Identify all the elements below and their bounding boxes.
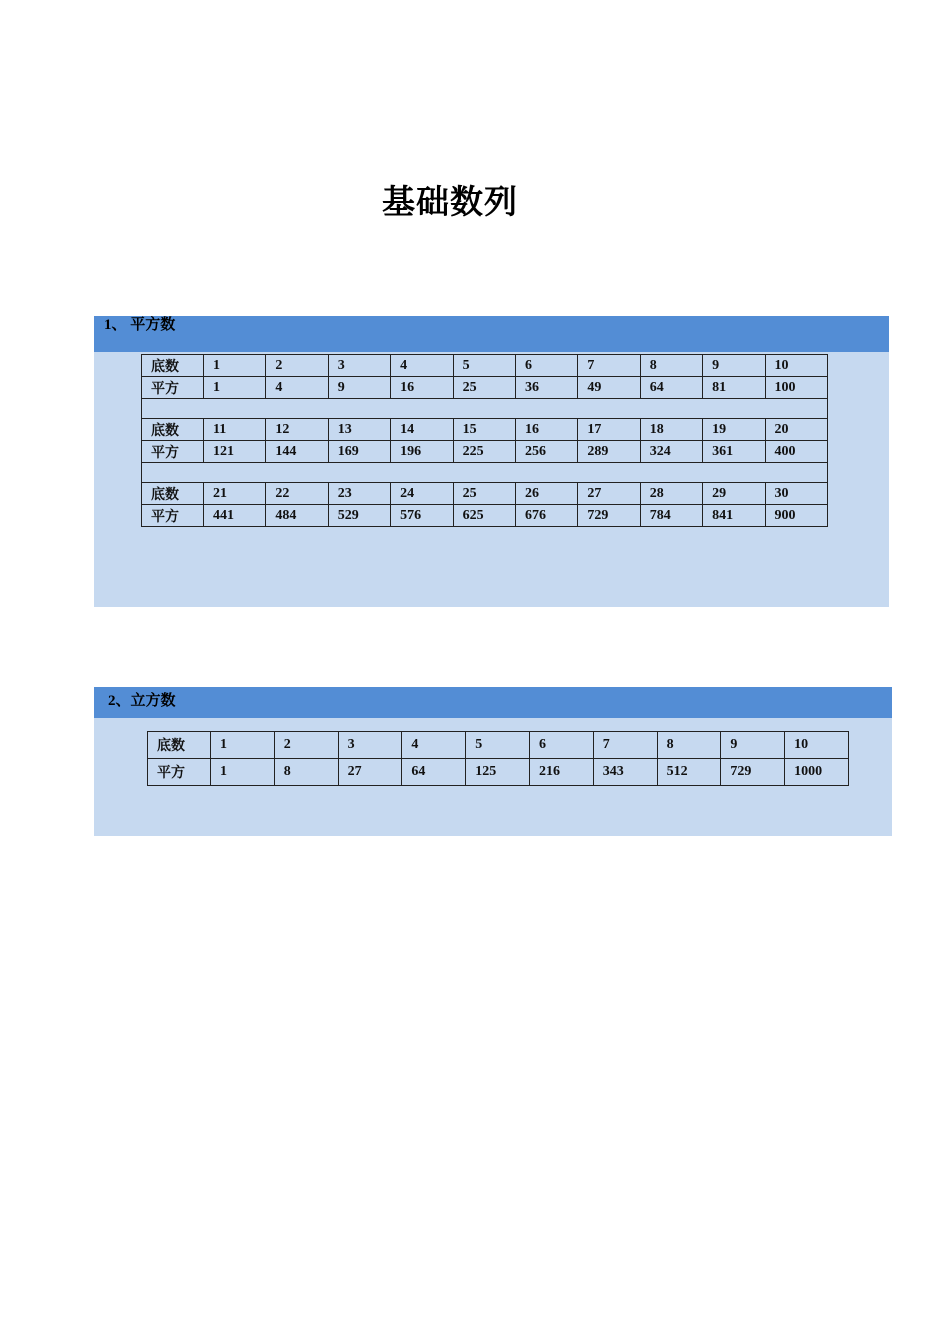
- table-cell: 361: [703, 441, 765, 463]
- table-cell: 9: [721, 732, 785, 759]
- table-cell: 4: [402, 732, 466, 759]
- table-cell: 27: [578, 483, 640, 505]
- table-cell: 20: [765, 419, 827, 441]
- row-label: 底数: [142, 355, 204, 377]
- table-cell: 9: [703, 355, 765, 377]
- table-cell: 19: [703, 419, 765, 441]
- table-cell: 18: [640, 419, 702, 441]
- table-cell: 784: [640, 505, 702, 527]
- table-cell: 13: [328, 419, 390, 441]
- table-cell: 22: [266, 483, 328, 505]
- table-cell: 12: [266, 419, 328, 441]
- table-cell: 5: [453, 355, 515, 377]
- row-label: 平方: [142, 505, 204, 527]
- table-cell: 21: [204, 483, 266, 505]
- table-cell: 30: [765, 483, 827, 505]
- table-cell: 6: [515, 355, 577, 377]
- table-cell: 8: [657, 732, 721, 759]
- table-cell: 729: [578, 505, 640, 527]
- table-cell: 289: [578, 441, 640, 463]
- table-cell: 2: [274, 732, 338, 759]
- table-cell: 29: [703, 483, 765, 505]
- row-label: 平方: [142, 441, 204, 463]
- page-title: 基础数列: [382, 182, 518, 221]
- base-row: [148, 732, 849, 759]
- table-cell: 196: [391, 441, 453, 463]
- table-cell: 1: [204, 355, 266, 377]
- table-cell: 36: [515, 377, 577, 399]
- table-cell: 7: [593, 732, 657, 759]
- base-row: [142, 483, 828, 505]
- table-cell: 8: [274, 759, 338, 786]
- table-cell: 3: [338, 732, 402, 759]
- table-cell: 100: [765, 377, 827, 399]
- section-square-numbers: [94, 316, 889, 607]
- base-row: [142, 355, 828, 377]
- table-cell: 27: [338, 759, 402, 786]
- table-cell: 10: [765, 355, 827, 377]
- base-row: [142, 419, 828, 441]
- table-cell: 25: [453, 377, 515, 399]
- table-cell: 5: [466, 732, 530, 759]
- table-cell: 1: [204, 377, 266, 399]
- table-spacer-row: [142, 463, 828, 483]
- table-cell: 10: [785, 732, 849, 759]
- table-cell: 625: [453, 505, 515, 527]
- table-cell: 16: [391, 377, 453, 399]
- table-cell: 15: [453, 419, 515, 441]
- power-row: [142, 377, 828, 399]
- spacer-cell: [142, 399, 828, 419]
- table-cell: 4: [266, 377, 328, 399]
- table-cell: 576: [391, 505, 453, 527]
- section-header: 2、立方数: [94, 687, 892, 718]
- table-cell: 400: [765, 441, 827, 463]
- table-cell: 841: [703, 505, 765, 527]
- table-cell: 26: [515, 483, 577, 505]
- table-cell: 676: [515, 505, 577, 527]
- section-cube-numbers: [94, 687, 892, 836]
- table-cell: 144: [266, 441, 328, 463]
- table-cell: 64: [402, 759, 466, 786]
- table-cell: 6: [529, 732, 593, 759]
- table-cell: 16: [515, 419, 577, 441]
- spacer-cell: [142, 463, 828, 483]
- row-label: 平方: [148, 759, 211, 786]
- power-row: [142, 441, 828, 463]
- table-cell: 512: [657, 759, 721, 786]
- row-label: 底数: [142, 483, 204, 505]
- table-cell: 729: [721, 759, 785, 786]
- table-spacer-row: [142, 399, 828, 419]
- table-cell: 3: [328, 355, 390, 377]
- table-cell: 2: [266, 355, 328, 377]
- table-cell: 484: [266, 505, 328, 527]
- table-cell: 900: [765, 505, 827, 527]
- table-cell: 225: [453, 441, 515, 463]
- table-cell: 9: [328, 377, 390, 399]
- table-cell: 216: [529, 759, 593, 786]
- table-cell: 529: [328, 505, 390, 527]
- table-cell: 23: [328, 483, 390, 505]
- table-cell: 7: [578, 355, 640, 377]
- table-cell: 64: [640, 377, 702, 399]
- table-cell: 11: [204, 419, 266, 441]
- row-label: 平方: [142, 377, 204, 399]
- table-cell: 1: [211, 732, 275, 759]
- table-cell: 324: [640, 441, 702, 463]
- table-cell: 49: [578, 377, 640, 399]
- table-cell: 441: [204, 505, 266, 527]
- table-cell: 81: [703, 377, 765, 399]
- table-cell: 4: [391, 355, 453, 377]
- table-cell: 28: [640, 483, 702, 505]
- section-header: 1、 平方数: [94, 316, 889, 352]
- row-label: 底数: [142, 419, 204, 441]
- square-numbers-table: [141, 354, 828, 527]
- table-cell: 256: [515, 441, 577, 463]
- cube-numbers-table: [147, 731, 849, 786]
- table-cell: 1: [211, 759, 275, 786]
- power-row: [148, 759, 849, 786]
- table-cell: 25: [453, 483, 515, 505]
- table-cell: 169: [328, 441, 390, 463]
- table-cell: 343: [593, 759, 657, 786]
- table-cell: 14: [391, 419, 453, 441]
- table-cell: 121: [204, 441, 266, 463]
- table-cell: 1000: [785, 759, 849, 786]
- table-cell: 8: [640, 355, 702, 377]
- row-label: 底数: [148, 732, 211, 759]
- table-cell: 125: [466, 759, 530, 786]
- table-cell: 24: [391, 483, 453, 505]
- power-row: [142, 505, 828, 527]
- table-cell: 17: [578, 419, 640, 441]
